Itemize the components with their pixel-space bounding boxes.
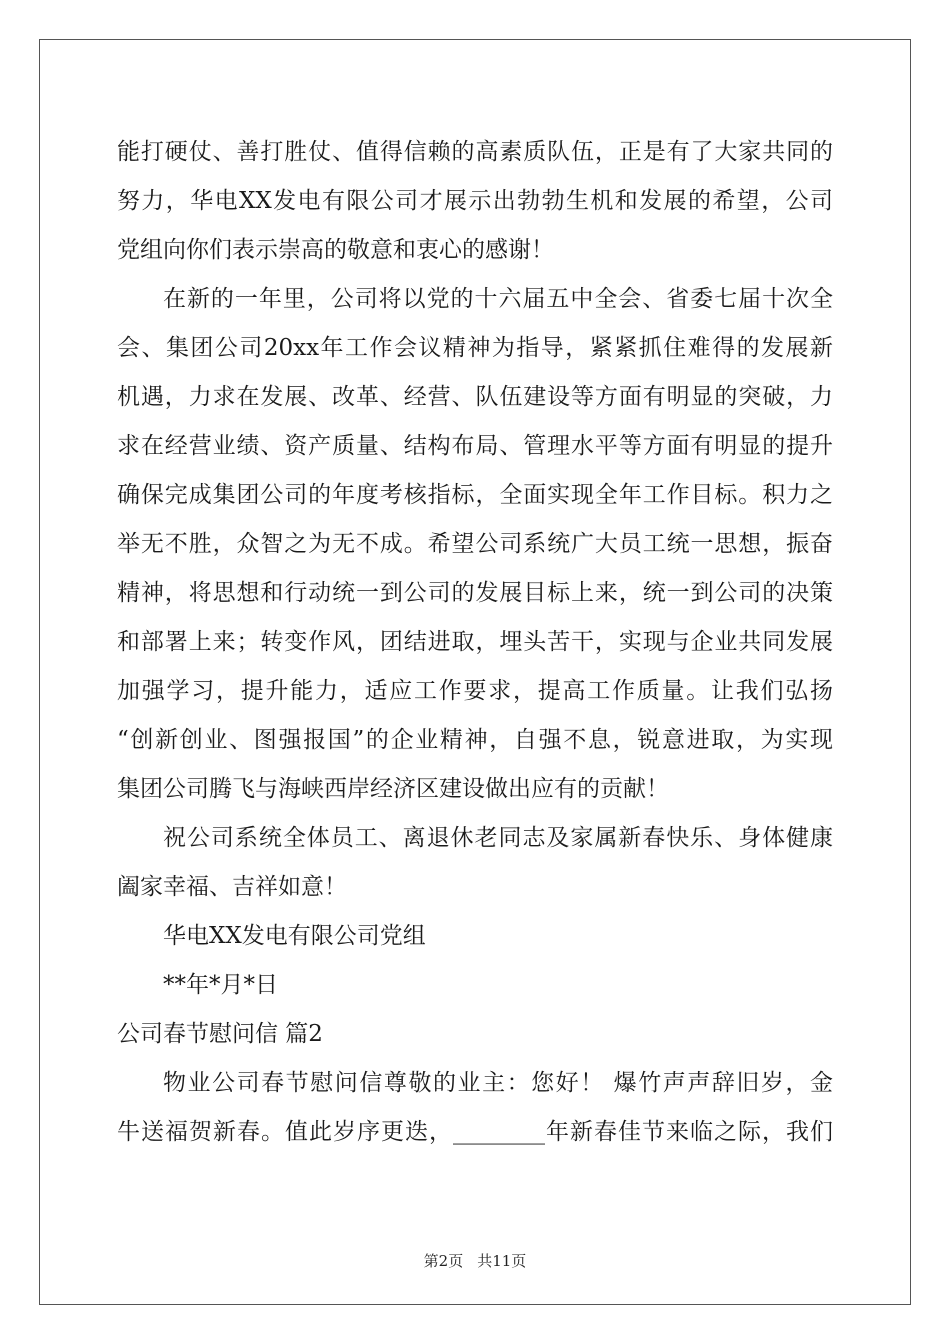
text-line: 举无不胜，众智之为无不成。希望公司系统广大员工统一思想，振奋 (117, 531, 833, 557)
text-line: 确保完成集团公司的年度考核指标，全面实现全年工作目标。积力之 (117, 482, 833, 508)
text-line: 和部署上来；转变作风，团结进取，埋头苦干，实现与企业共同发展 (117, 629, 833, 655)
page-footer (0, 1250, 950, 1271)
text-line: 加强学习，提升能力，适应工作要求，提高工作质量。让我们弘扬 (117, 678, 833, 704)
text-line: **年*月*日 (163, 972, 278, 998)
text-line: 求在经营业绩、资产质量、结构布局、管理水平等方面有明显的提升 (117, 433, 833, 459)
text-line: 物业公司春节慰问信尊敬的业主：您好！ 爆竹声声辞旧岁，金 (163, 1070, 833, 1096)
text-line: “创新创业、图强报国”的企业精神，自强不息，锐意进取，为实现 (117, 727, 833, 753)
text-line: 党组向你们表示崇高的敬意和衷心的感谢！ (117, 237, 554, 263)
text-line: 祝公司系统全体员工、离退休老同志及家属新春快乐、身体健康 (163, 825, 833, 851)
document-body (117, 128, 833, 1157)
text-line: 机遇，力求在发展、改革、经营、队伍建设等方面有明显的突破，力 (117, 384, 833, 410)
text-line: 努力，华电XX发电有限公司才展示出勃勃生机和发展的希望，公司 (117, 188, 833, 214)
paragraph-block-2 (117, 1059, 833, 1157)
text-line: 在新的一年里，公司将以党的十六届五中全会、省委七届十次全 (163, 286, 833, 312)
text-line: 牛送福贺新春。值此岁序更迭，________年新春佳节来临之际，我们 (117, 1119, 833, 1145)
text-line: 精神，将思想和行动统一到公司的发展目标上来，统一到公司的决策 (117, 580, 833, 606)
paragraph-block-1 (117, 128, 833, 1010)
text-line: 能打硬仗、善打胜仗、值得信赖的高素质队伍，正是有了大家共同的 (117, 139, 833, 165)
page-total: 共11页 (477, 1252, 527, 1270)
page-number: 第2页 (423, 1252, 464, 1270)
text-line: 阖家幸福、吉祥如意！ (117, 874, 347, 900)
text-line: 会、集团公司20xx年工作会议精神为指导，紧紧抓住难得的发展新 (117, 335, 833, 361)
text-line: 集团公司腾飞与海峡西岸经济区建设做出应有的贡献！ (117, 776, 669, 802)
text-line: 华电XX发电有限公司党组 (163, 923, 426, 949)
section-heading: 公司春节慰问信 篇2 (117, 1021, 323, 1047)
